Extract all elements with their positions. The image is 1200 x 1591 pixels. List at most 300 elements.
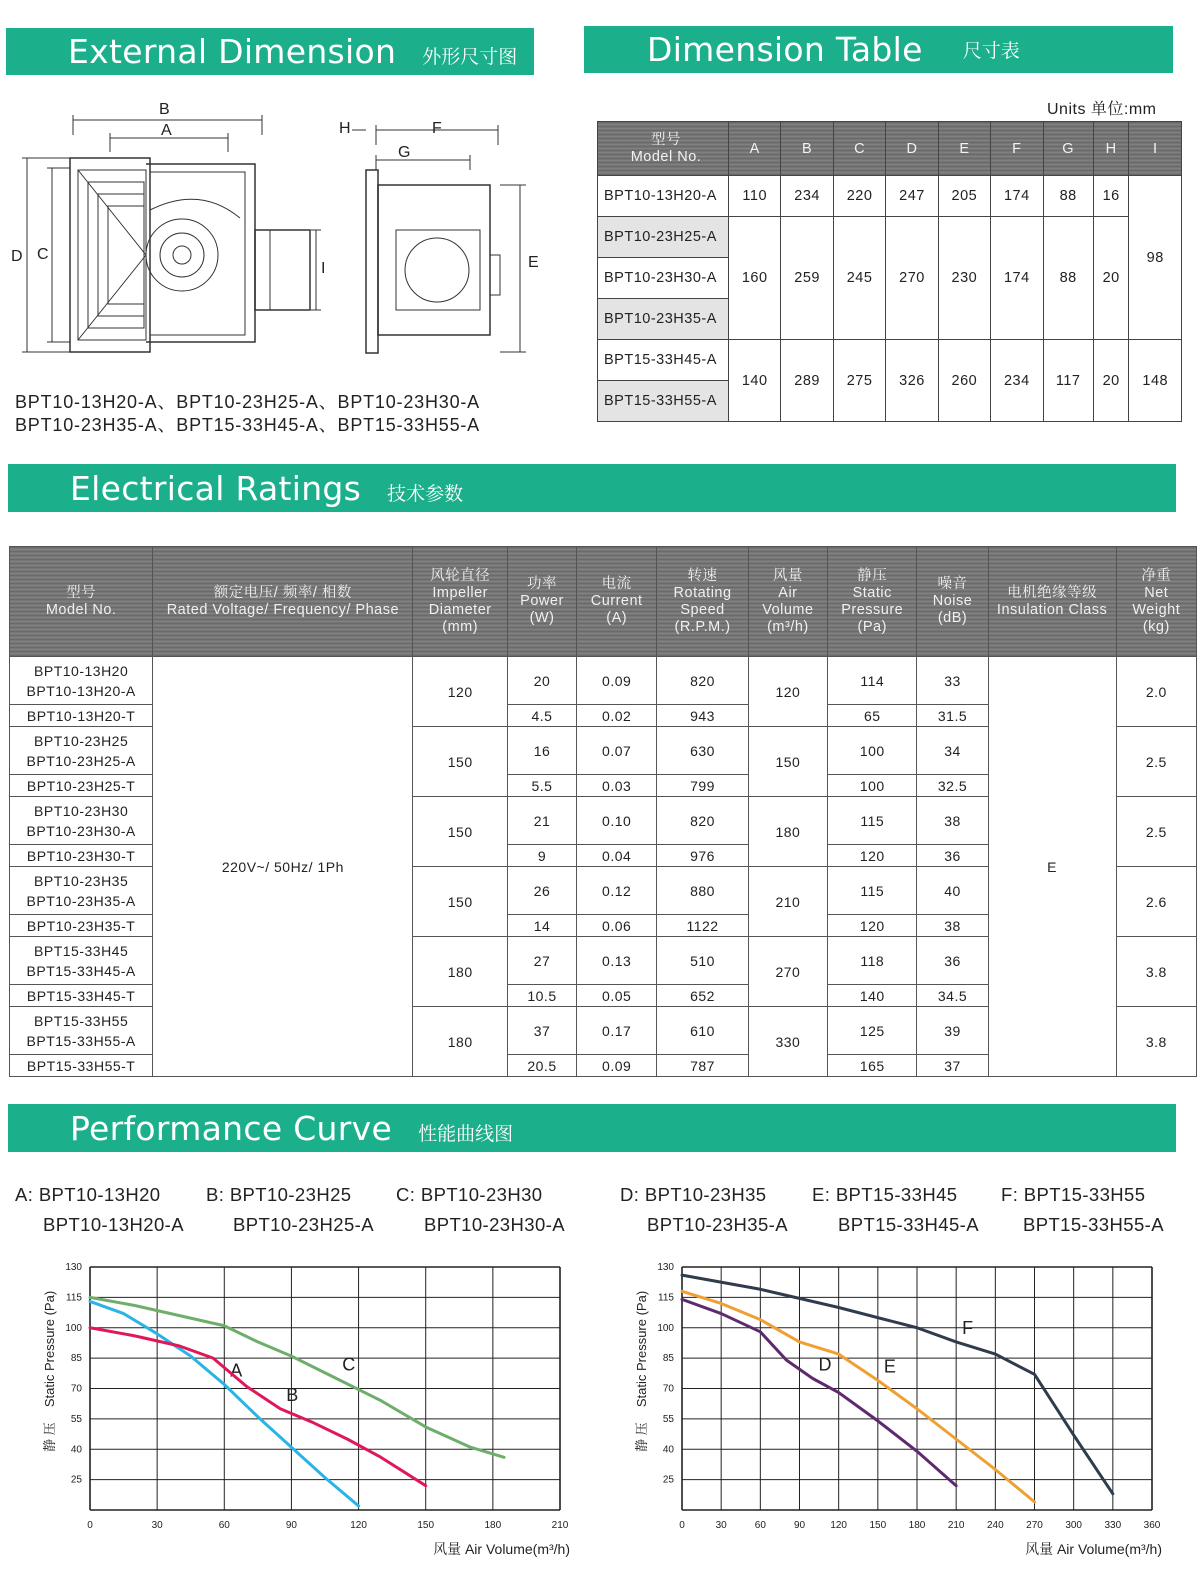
power-cell: 37 [507, 1007, 576, 1055]
external-dimension-drawing [0, 90, 560, 390]
external-dimension-title-cn: 外形尺寸图 [422, 47, 518, 68]
power-cell: 20.5 [507, 1055, 576, 1077]
model-text: BPT15-33H55 [34, 1012, 129, 1029]
series-line-e [682, 1291, 1035, 1502]
model-text: BPT10-23H35 [34, 872, 129, 889]
series-line-c [90, 1297, 504, 1457]
cell: 140 [729, 340, 781, 422]
model-text: BPT10-23H35-A [26, 892, 136, 909]
header-model-cn: 型号 [651, 131, 681, 148]
x-tick-label: 90 [793, 1520, 806, 1531]
pressure-cell: 140 [828, 985, 917, 1007]
header-noise [917, 547, 988, 657]
power-cell: 14 [507, 915, 576, 937]
table-header-row [10, 547, 1197, 657]
speed-cell: 610 [657, 1007, 748, 1055]
hdr-text: Rotating [673, 584, 732, 601]
model-cell [10, 797, 153, 845]
legend-d-line2: BPT10-23H35-A [647, 1214, 788, 1235]
current-cell: 0.09 [577, 1055, 657, 1077]
header-air-volume [748, 547, 827, 657]
air-volume-cell: 180 [748, 797, 827, 867]
noise-cell: 34 [917, 727, 988, 775]
hdr-text: Pressure [841, 601, 904, 618]
model-text: BPT15-33H55-A [26, 1032, 136, 1049]
cell: 98 [1129, 176, 1182, 340]
speed-cell: 820 [657, 797, 748, 845]
model-text: BPT15-33H45 [34, 942, 129, 959]
y-axis-label: Static Pressure (Pa) [42, 1290, 57, 1408]
dim-label-h: H [339, 120, 351, 137]
legend-d-line1: D: BPT10-23H35 [620, 1184, 767, 1205]
model-cell: BPT15-33H55-T [10, 1055, 153, 1077]
cell: 289 [781, 340, 833, 422]
power-cell: 20 [507, 657, 576, 705]
hdr-text: Model No. [45, 601, 117, 618]
units-label: Units 单位:mm [1047, 101, 1157, 118]
x-tick-label: 30 [715, 1520, 727, 1531]
x-tick-label: 120 [350, 1520, 367, 1531]
voltage-cell: 220V~/ 50Hz/ 1Ph [153, 657, 413, 1077]
current-cell: 0.13 [577, 937, 657, 985]
legend-c-line1: C: BPT10-23H30 [396, 1184, 543, 1205]
cell: 275 [833, 340, 885, 422]
legend-f-line1: F: BPT15-33H55 [1001, 1184, 1146, 1205]
legend-d [620, 1184, 788, 1236]
power-cell: 16 [507, 727, 576, 775]
header-col: B [781, 122, 833, 176]
hdr-text: (R.P.M.) [674, 618, 731, 635]
hdr-text: 额定电压/ 频率/ 相数 [213, 584, 352, 601]
performance-curve-title-cn: 性能曲线图 [418, 1123, 514, 1145]
series-line-f [682, 1275, 1113, 1494]
speed-cell: 880 [657, 867, 748, 915]
header-model [598, 122, 729, 176]
current-cell: 0.17 [577, 1007, 657, 1055]
header-col: H [1093, 122, 1129, 176]
speed-cell: 820 [657, 657, 748, 705]
cell: 174 [991, 176, 1043, 217]
y-tick-label: 55 [70, 1413, 82, 1425]
dim-label-g: G [398, 144, 411, 161]
impeller-cell: 150 [413, 727, 508, 797]
pressure-cell: 120 [828, 915, 917, 937]
model-text: BPT10-23H30 [34, 802, 129, 819]
speed-cell: 510 [657, 937, 748, 985]
x-tick-label: 210 [551, 1520, 569, 1531]
hdr-text: Rated Voltage/ Frequency/ Phase [166, 601, 400, 618]
dim-label-e: E [528, 254, 539, 271]
current-cell: 0.05 [577, 985, 657, 1007]
y-tick-label: 115 [66, 1292, 82, 1304]
dimension-table-title: Dimension Table [647, 30, 923, 69]
hdr-text: 风量 [772, 567, 803, 584]
air-volume-cell: 270 [748, 937, 827, 1007]
cell: 230 [938, 217, 990, 340]
table-row [598, 340, 1182, 381]
hdr-text: 型号 [66, 584, 97, 601]
hdr-text: Weight [1132, 601, 1181, 618]
electrical-ratings-table [9, 546, 1197, 1077]
y-tick-label: 40 [662, 1444, 674, 1456]
pressure-cell: 100 [828, 775, 917, 797]
hdr-text: 静压 [857, 567, 888, 584]
hdr-text: Net [1144, 584, 1169, 601]
model-cell: BPT10-23H25-A [598, 217, 729, 258]
power-cell: 9 [507, 845, 576, 867]
legend-c-line2: BPT10-23H30-A [424, 1214, 565, 1235]
cell: 326 [886, 340, 938, 422]
current-cell: 0.09 [577, 657, 657, 705]
cell: 16 [1093, 176, 1129, 217]
header-col: F [991, 122, 1043, 176]
x-tick-label: 270 [1026, 1520, 1043, 1531]
x-tick-label: 240 [986, 1520, 1004, 1531]
weight-cell: 2.0 [1116, 657, 1196, 727]
cell: 174 [991, 217, 1043, 340]
model-cell [10, 727, 153, 775]
x-tick-label: 210 [947, 1520, 965, 1531]
series-label-a: A [230, 1360, 243, 1381]
legend-e [812, 1184, 979, 1236]
header-col: C [833, 122, 885, 176]
x-tick-label: 0 [87, 1520, 93, 1531]
power-cell: 21 [507, 797, 576, 845]
series-label-e: E [883, 1356, 896, 1377]
header-col: I [1129, 122, 1182, 176]
header-col: A [729, 122, 781, 176]
y-tick-label: 55 [662, 1413, 674, 1425]
noise-cell: 40 [917, 867, 988, 915]
x-tick-label: 150 [417, 1520, 435, 1531]
hdr-text: Power [520, 593, 564, 609]
cell: 234 [991, 340, 1043, 422]
model-text: BPT10-13H20 [34, 662, 129, 679]
external-dimension-banner [6, 28, 534, 75]
x-axis-label: 风量 Air Volume(m³/h) [433, 1541, 570, 1557]
header-col: D [886, 122, 938, 176]
table-header-row [598, 122, 1182, 176]
power-cell: 27 [507, 937, 576, 985]
air-volume-cell: 150 [748, 727, 827, 797]
hdr-text: Insulation Class [996, 601, 1108, 618]
dim-label-c: C [37, 246, 49, 263]
weight-cell: 3.8 [1116, 1007, 1196, 1077]
x-tick-label: 60 [754, 1520, 766, 1531]
pressure-cell: 125 [828, 1007, 917, 1055]
series-label-c: C [342, 1354, 356, 1375]
pressure-cell: 65 [828, 705, 917, 727]
header-speed [657, 547, 748, 657]
header-current [577, 547, 657, 657]
current-cell: 0.03 [577, 775, 657, 797]
noise-cell: 38 [917, 797, 988, 845]
cell: 234 [781, 176, 833, 217]
dimension-table [597, 121, 1182, 422]
speed-cell: 799 [657, 775, 748, 797]
dim-label-i: I [321, 260, 326, 277]
noise-cell: 36 [917, 937, 988, 985]
model-cell: BPT10-23H35-T [10, 915, 153, 937]
pressure-cell: 120 [828, 845, 917, 867]
cell: 117 [1043, 340, 1093, 422]
cell: 205 [938, 176, 990, 217]
legend-f-line2: BPT15-33H55-A [1023, 1214, 1164, 1235]
model-text: BPT15-33H45-A [26, 962, 136, 979]
model-cell: BPT10-23H30-A [598, 258, 729, 299]
y-tick-label: 130 [657, 1262, 674, 1273]
impeller-cell: 150 [413, 867, 508, 937]
hdr-text: 风轮直径 [430, 567, 491, 584]
hdr-text: 功率 [526, 576, 557, 592]
pressure-cell: 100 [828, 727, 917, 775]
y-axis-label: Static Pressure (Pa) [634, 1290, 649, 1408]
header-col: G [1043, 122, 1093, 176]
dimension-table-banner [584, 26, 1173, 73]
power-cell: 10.5 [507, 985, 576, 1007]
y-tick-label: 25 [662, 1474, 674, 1486]
y-axis-label-cn: 静 压 [42, 1422, 57, 1452]
hdr-text: Static [852, 584, 892, 601]
hdr-text: Impeller [432, 584, 488, 601]
impeller-cell: 120 [413, 657, 508, 727]
legend-e-line1: E: BPT15-33H45 [812, 1184, 958, 1205]
cell: 20 [1093, 217, 1129, 340]
cell: 160 [729, 217, 781, 340]
hdr-text: Air [778, 584, 798, 601]
model-cell [10, 657, 153, 705]
air-volume-cell: 330 [748, 1007, 827, 1077]
model-cell: BPT10-23H35-A [598, 299, 729, 340]
legend-b-line2: BPT10-23H25-A [233, 1214, 374, 1235]
model-cell: BPT10-13H20-A [598, 176, 729, 217]
models-line-2: BPT10-23H35-A、BPT15-33H45-A、BPT15-33H55-A [15, 415, 480, 435]
cell: 148 [1129, 340, 1182, 422]
pressure-cell: 118 [828, 937, 917, 985]
x-tick-label: 300 [1065, 1520, 1083, 1531]
y-tick-label: 70 [662, 1383, 674, 1395]
series-label-b: B [286, 1384, 299, 1405]
current-cell: 0.07 [577, 727, 657, 775]
header-model-en: Model No. [630, 148, 702, 165]
weight-cell: 2.6 [1116, 867, 1196, 937]
noise-cell: 38 [917, 915, 988, 937]
air-volume-cell: 210 [748, 867, 827, 937]
cell: 259 [781, 217, 833, 340]
weight-cell: 3.8 [1116, 937, 1196, 1007]
model-cell: BPT10-23H25-T [10, 775, 153, 797]
model-cell: BPT15-33H55-A [598, 381, 729, 422]
performance-curve-banner [8, 1104, 1176, 1152]
weight-cell: 2.5 [1116, 797, 1196, 867]
table-row [598, 176, 1182, 217]
speed-cell: 787 [657, 1055, 748, 1077]
x-axis-label: 风量 Air Volume(m³/h) [1025, 1541, 1162, 1557]
hdr-text: (m³/h) [767, 618, 809, 635]
dim-label-a: A [161, 122, 172, 139]
x-tick-label: 120 [830, 1520, 848, 1531]
pressure-cell: 115 [828, 867, 917, 915]
series-line-b [90, 1328, 426, 1486]
cell: 270 [886, 217, 938, 340]
dim-label-f: F [432, 120, 442, 137]
hdr-text: (mm) [442, 618, 479, 635]
legend-a-line1: A: BPT10-13H20 [15, 1184, 161, 1205]
electrical-ratings-title-cn: 技术参数 [387, 483, 464, 505]
hdr-text: Speed [680, 601, 725, 618]
hdr-text: Current [590, 593, 643, 609]
y-tick-label: 100 [657, 1322, 674, 1334]
legend-f [1001, 1184, 1164, 1236]
pressure-cell: 114 [828, 657, 917, 705]
power-cell: 4.5 [507, 705, 576, 727]
performance-chart-left [30, 1255, 590, 1565]
y-tick-label: 70 [70, 1383, 82, 1395]
y-tick-label: 85 [70, 1353, 82, 1365]
model-text: BPT10-23H25 [34, 732, 129, 749]
x-tick-label: 330 [1104, 1520, 1122, 1531]
x-tick-label: 0 [679, 1520, 685, 1531]
series-label-d: D [818, 1354, 832, 1375]
cell: 245 [833, 217, 885, 340]
current-cell: 0.02 [577, 705, 657, 727]
hdr-text: 电机绝缘等级 [1007, 584, 1098, 601]
impeller-cell: 180 [413, 937, 508, 1007]
x-tick-label: 60 [218, 1520, 230, 1531]
speed-cell: 1122 [657, 915, 748, 937]
legend-e-line2: BPT15-33H45-A [838, 1214, 979, 1235]
hdr-text: (W) [529, 610, 555, 626]
x-tick-label: 90 [285, 1520, 297, 1531]
model-cell [10, 867, 153, 915]
cell: 260 [938, 340, 990, 422]
header-weight [1116, 547, 1196, 657]
hdr-text: 转速 [687, 567, 718, 584]
hdr-text: (A) [606, 610, 628, 626]
y-tick-label: 130 [65, 1262, 82, 1273]
model-text: BPT10-23H25-A [26, 752, 136, 769]
pressure-cell: 165 [828, 1055, 917, 1077]
power-cell: 26 [507, 867, 576, 915]
insulation-cell: E [988, 657, 1116, 1077]
hdr-text: 噪音 [937, 576, 968, 592]
header-model [10, 547, 153, 657]
header-power [507, 547, 576, 657]
performance-chart-right [622, 1255, 1182, 1565]
x-tick-label: 30 [151, 1520, 163, 1531]
model-cell [10, 1007, 153, 1055]
hdr-text: (Pa) [857, 618, 887, 635]
x-tick-label: 180 [484, 1520, 502, 1531]
speed-cell: 943 [657, 705, 748, 727]
speed-cell: 976 [657, 845, 748, 867]
noise-cell: 39 [917, 1007, 988, 1055]
models-line-1: BPT10-13H20-A、BPT10-23H25-A、BPT10-23H30-A [15, 392, 480, 412]
hdr-text: (dB) [937, 610, 968, 626]
legend-a [15, 1184, 184, 1236]
legend-a-line2: BPT10-13H20-A [43, 1214, 184, 1235]
air-volume-cell: 120 [748, 657, 827, 727]
y-axis-label-cn: 静 压 [634, 1422, 649, 1452]
legend-b [206, 1184, 374, 1236]
model-cell: BPT10-13H20-T [10, 705, 153, 727]
hdr-text: Volume [762, 601, 814, 618]
hdr-text: (kg) [1142, 618, 1170, 635]
cell: 220 [833, 176, 885, 217]
header-static-pressure [828, 547, 917, 657]
header-voltage [153, 547, 413, 657]
model-cell [10, 937, 153, 985]
cell: 247 [886, 176, 938, 217]
legend-b-line1: B: BPT10-23H25 [206, 1184, 352, 1205]
hdr-text: 电流 [601, 576, 632, 592]
model-text: BPT10-13H20-A [26, 682, 136, 699]
y-tick-label: 115 [658, 1292, 674, 1304]
noise-cell: 31.5 [917, 705, 988, 727]
x-tick-label: 180 [908, 1520, 926, 1531]
cell: 110 [729, 176, 781, 217]
table-row [598, 217, 1182, 258]
noise-cell: 37 [917, 1055, 988, 1077]
header-insulation [988, 547, 1116, 657]
weight-cell: 2.5 [1116, 727, 1196, 797]
y-tick-label: 40 [70, 1444, 82, 1456]
speed-cell: 630 [657, 727, 748, 775]
cell: 88 [1043, 176, 1093, 217]
hdr-text: 净重 [1141, 567, 1172, 584]
series-label-f: F [962, 1317, 974, 1338]
x-tick-label: 360 [1143, 1520, 1161, 1531]
legend-c [396, 1184, 565, 1236]
dim-label-b: B [159, 101, 170, 118]
model-cell: BPT15-33H45-T [10, 985, 153, 1007]
dim-label-d: D [11, 248, 23, 265]
y-tick-label: 85 [662, 1353, 674, 1365]
noise-cell: 34.5 [917, 985, 988, 1007]
cell: 20 [1093, 340, 1129, 422]
impeller-cell: 150 [413, 797, 508, 867]
pressure-cell: 115 [828, 797, 917, 845]
model-cell: BPT15-33H45-A [598, 340, 729, 381]
external-dimension-title: External Dimension [68, 32, 397, 71]
electrical-ratings-title: Electrical Ratings [70, 468, 362, 508]
current-cell: 0.06 [577, 915, 657, 937]
electrical-ratings-banner [8, 464, 1176, 512]
dimension-table-title-cn: 尺寸表 [962, 41, 1020, 62]
noise-cell: 36 [917, 845, 988, 867]
hdr-text: Diameter [428, 601, 492, 618]
x-tick-label: 150 [869, 1520, 887, 1531]
performance-curve-title: Performance Curve [70, 1108, 393, 1148]
y-tick-label: 25 [70, 1474, 82, 1486]
header-impeller [413, 547, 508, 657]
cell: 88 [1043, 217, 1093, 340]
impeller-cell: 180 [413, 1007, 508, 1077]
speed-cell: 652 [657, 985, 748, 1007]
current-cell: 0.12 [577, 867, 657, 915]
y-tick-label: 100 [65, 1322, 82, 1334]
power-cell: 5.5 [507, 775, 576, 797]
model-cell: BPT10-23H30-T [10, 845, 153, 867]
table-row [10, 657, 1197, 705]
hdr-text: Noise [932, 593, 973, 609]
current-cell: 0.10 [577, 797, 657, 845]
header-col: E [938, 122, 990, 176]
current-cell: 0.04 [577, 845, 657, 867]
noise-cell: 33 [917, 657, 988, 705]
model-text: BPT10-23H30-A [26, 822, 136, 839]
dimension-models-list [15, 391, 480, 437]
